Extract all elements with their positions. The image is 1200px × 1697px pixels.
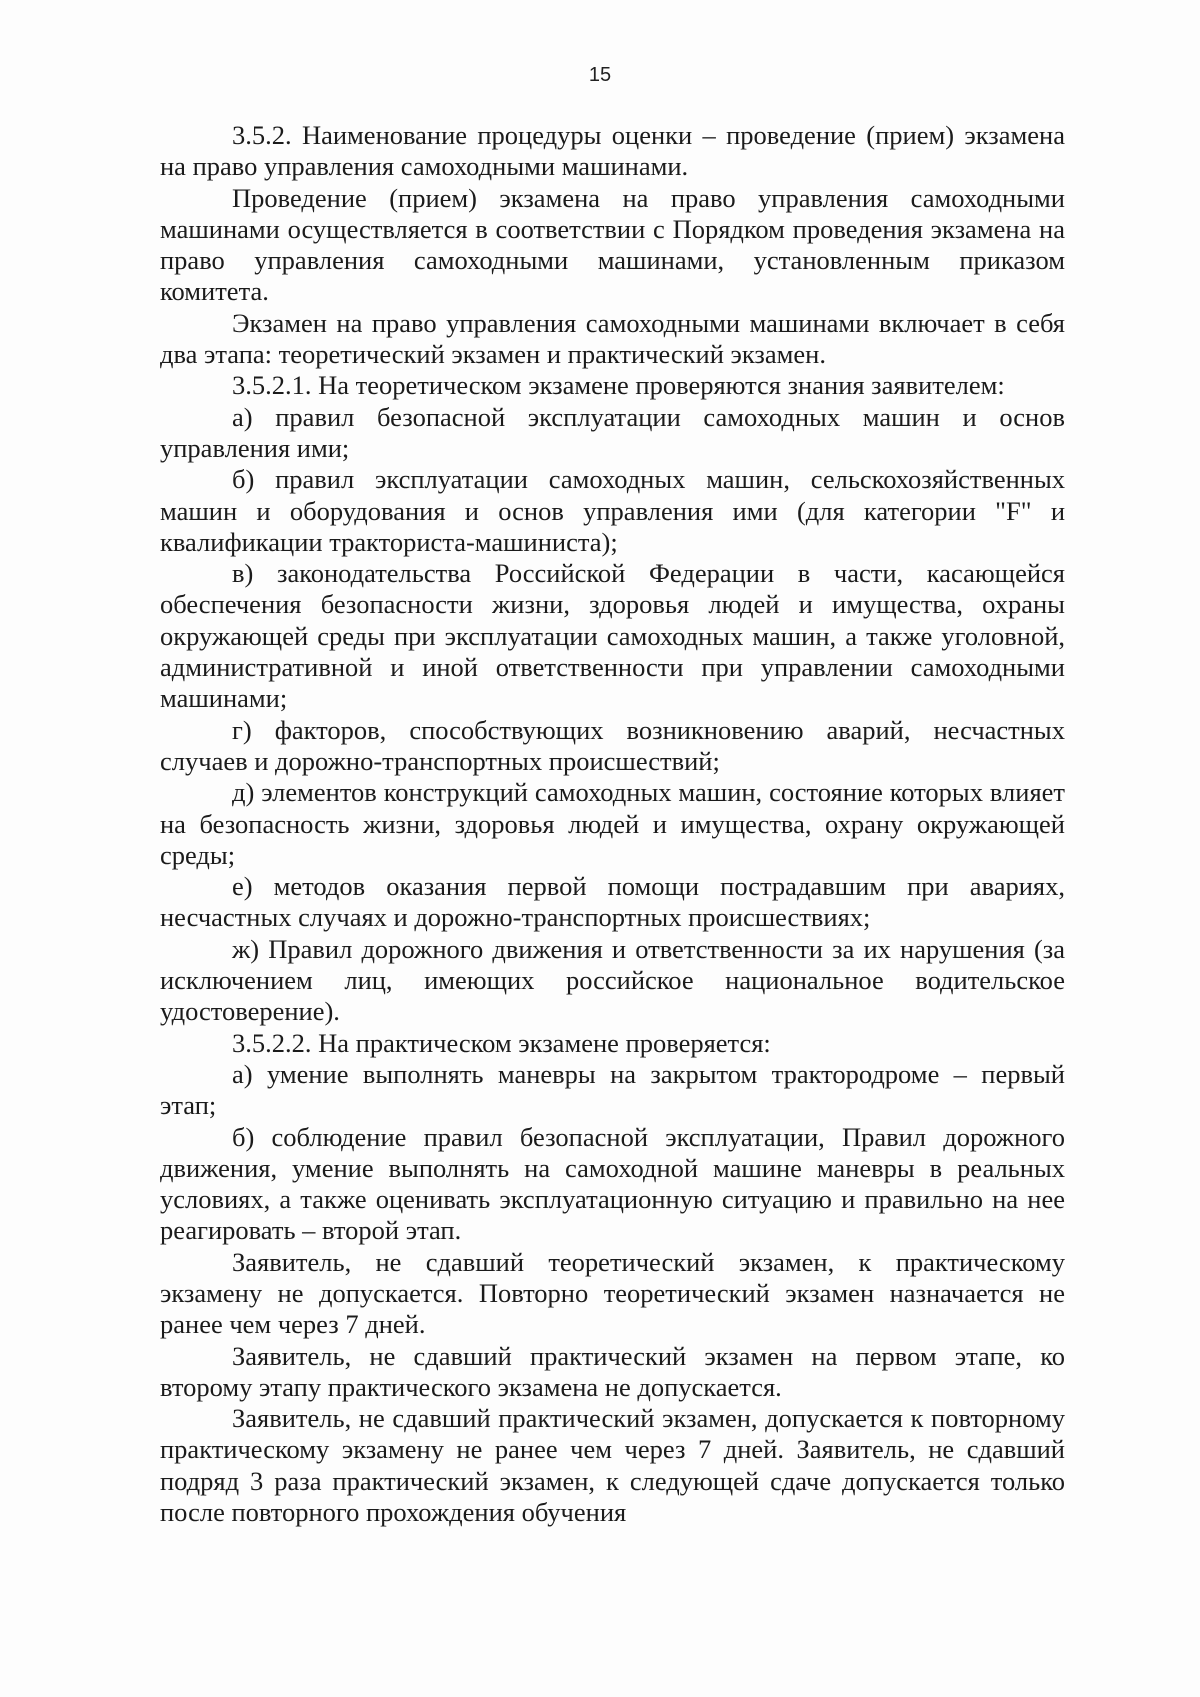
list-item-b: б) правил эксплуатации самоходных машин, сельскохозяйственных машин и оборудования и основ управления ими (для категории "F" и квалификации тракториста-машиниста); — [160, 464, 1065, 557]
document-body — [160, 120, 1065, 1528]
paragraph-3-5-2-1: 3.5.2.1. На теоретическом экзамене проверяются знания заявителем: — [232, 370, 1005, 401]
paragraph-first-stage-fail: Заявитель, не сдавший практический экзамен на первом этапе, ко второму этапу практического экзамена не допускается. — [160, 1340, 1065, 1402]
list-item-d: д) элементов конструкций самоходных машин, состояние которых влияет на безопасность жизни, здоровья людей и имущества, охрану окружающей среды; — [160, 777, 1065, 870]
paragraph-exam-procedure: Проведение (прием) экзамена на право управления самоходными машинами осуществляется в соответствии с Порядком проведения экзамена на право управления самоходными машинами, установленным приказом комитета. — [160, 182, 1065, 307]
paragraph-3-5-2-2: 3.5.2.2. На практическом экзамене проверяется: — [232, 1027, 771, 1058]
list-item-a: а) правил безопасной эксплуатации самоходных машин и основ управления ими; — [160, 401, 1065, 463]
practical-item-b: б) соблюдение правил безопасной эксплуатации, Правил дорожного движения, умение выполнять на самоходной машине маневры в реальных условиях, а также оценивать эксплуатационную ситуацию и правильно на нее реагировать – второй этап. — [160, 1121, 1065, 1246]
paragraph-exam-stages: Экзамен на право управления самоходными машинами включает в себя два этапа: теоретический экзамен и практический экзамен. — [160, 307, 1065, 370]
list-item-v: в) законодательства Российской Федерации в части, касающейся обеспечения безопасности жизни, здоровья людей и имущества, охраны окружающей среды при эксплуатации самоходных машин, а также уголовной, административной и иной ответственности при управлении самоходными машинами; — [160, 558, 1065, 714]
practical-item-a: а) умение выполнять маневры на закрытом трактородроме – первый этап; — [160, 1058, 1065, 1121]
list-item-g: г) факторов, способствующих возникновению аварий, несчастных случаев и дорожно-транспортных происшествий; — [160, 714, 1065, 776]
paragraph-practical-retake: Заявитель, не сдавший практический экзамен, допускается к повторному практическому экзамену не ранее чем через 7 дней. Заявитель, не сдавший подряд 3 раза практический экзамен, к следующей сдаче допускается только после повторного прохождения обучения — [160, 1403, 1065, 1528]
paragraph-theory-fail: Заявитель, не сдавший теоретический экзамен, к практическому экзамену не допускается. Повторно теоретический экзамен назначается не ранее чем через 7 дней. — [160, 1246, 1065, 1340]
list-item-e: е) методов оказания первой помощи пострадавшим при авариях, несчастных случаях и дорожно-транспортных происшествиях; — [160, 871, 1065, 933]
list-item-zh: ж) Правил дорожного движения и ответственности за их нарушения (за исключением лиц, имеющих российское национальное водительское удостоверение). — [160, 933, 1065, 1027]
page-number: 15 — [588, 64, 612, 86]
paragraph-3-5-2: 3.5.2. Наименование процедуры оценки – проведение (прием) экзамена на право управления самоходными машинами. — [160, 120, 1065, 182]
